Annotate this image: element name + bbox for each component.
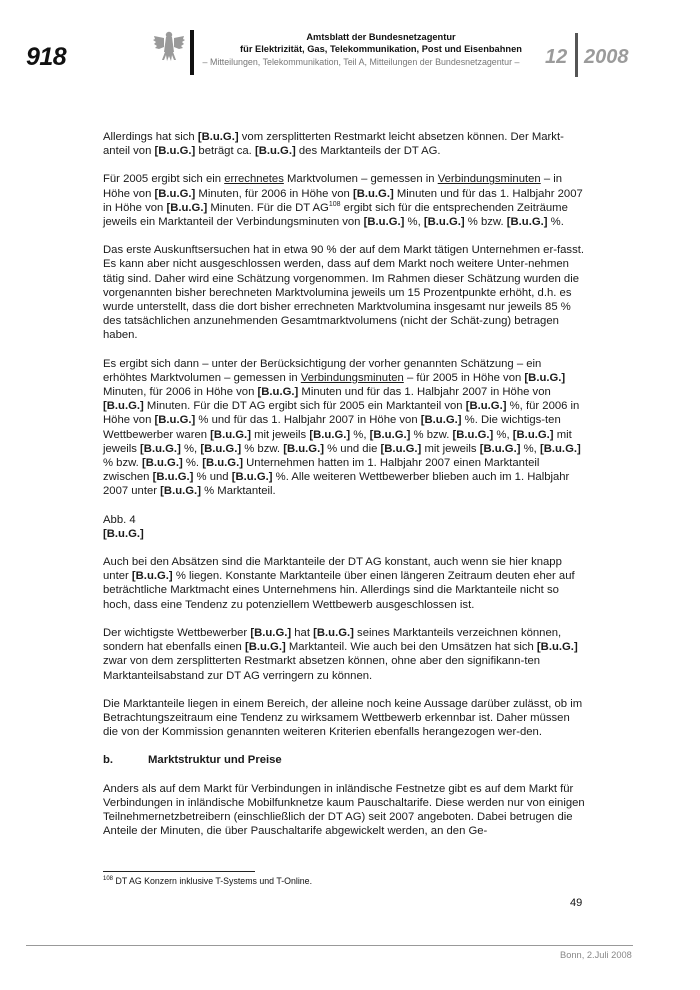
paragraph-8: Anders als auf dem Markt für Verbindungen in inländische Festnetze gibt es auf dem Markt für Verbindungen in inländische Mobilfunknetze kaum Pauschaltarife. Diese werden nur von einigen Teilnehmernetzbetreibern (einschließlich der DT AG) seit 2007 angeboten. Dabei betrugen die Anteile der Minuten, die über Pauschaltarife abgewickelt werden, an den Ge- <box>103 782 585 838</box>
section-title: Marktstruktur und Preise <box>148 754 282 767</box>
footer-date: Bonn, 2.Juli 2008 <box>560 950 632 960</box>
paragraph-3: Das erste Auskunftsersuchen hat in etwa 90 % der auf dem Markt tätigen Unternehmen er-fasst. Es kann aber nicht ausgeschlossen werden, dass auf dem Markt noch weitere Unter-nehmen tätig sind. Daher wird eine Schätzung vorgenommen. Im Rahmen dieser Schätzung wurden die vorgenannten bisher berechneten Marktvolumina jeweils um 15 Prozentpunkte erhöht, d.h. es wurde unterstellt, dass die dort bisher errechneten Marktvolumina insgesamt nur jeweils 85 % des tatsächlichen anzunehmenden Gesamtmarktvolumens (nicht der Schät-zung) betragen haben. <box>103 244 584 342</box>
text: ergibt sich für die entsprechenden Zeiträume jeweils ein Marktanteil der Verbindungsminuten von <box>103 201 568 229</box>
text: % bzw. <box>410 428 453 441</box>
text: Auch bei den Absätzen sind die Marktanteile der DT AG konstant, auch wenn sie hier knapp unter <box>103 556 562 583</box>
redaction: [B.u.G.] <box>257 386 299 399</box>
text: hat <box>291 626 314 639</box>
redaction: [B.u.G.] <box>423 216 465 229</box>
paragraph-6 <box>103 626 586 683</box>
section-heading <box>103 753 586 767</box>
text: Minuten, für 2006 in Höhe von <box>195 187 353 200</box>
text: % bzw. <box>464 216 507 229</box>
redaction: [B.u.G.] <box>420 414 462 427</box>
text: des Marktanteils der DT AG. <box>295 145 441 158</box>
redaction: [B.u.G.] <box>512 428 554 441</box>
text: % Marktanteil. <box>200 485 276 498</box>
paragraph-2 <box>103 172 586 229</box>
header-issue: 12 <box>545 46 568 68</box>
redaction: [B.u.G.] <box>352 187 394 200</box>
header-divider <box>190 30 194 75</box>
underlined-text: Verbindungsminuten <box>300 371 404 384</box>
redaction: [B.u.G.] <box>363 216 405 229</box>
footnote-number: 108 <box>103 876 114 883</box>
redaction: [B.u.G.] <box>250 626 292 639</box>
text: seines Marktanteils verzeichnen können, sondern hat ebenfalls einen <box>103 626 562 654</box>
figure-value <box>103 527 586 541</box>
redaction: [B.u.G.] <box>141 457 183 470</box>
text: %. <box>547 216 564 229</box>
redaction: [B.u.G.] <box>154 145 196 158</box>
redaction: [B.u.G.] <box>309 428 351 441</box>
text: Minuten. Für die DT AG <box>207 201 329 214</box>
header-issue-divider <box>575 33 578 77</box>
redaction: [B.u.G.] <box>103 527 144 540</box>
redaction: [B.u.G.] <box>197 131 239 143</box>
text: % und für das 1. Halbjahr 2007 in Höhe von <box>195 414 421 427</box>
redaction: [B.u.G.] <box>202 457 243 470</box>
section-letter: b. <box>103 754 114 767</box>
header-title <box>230 32 532 55</box>
text: %. Alle weiteren Wettbewerber blieben auch im 1. Halbjahr 2007 unter <box>103 471 570 498</box>
redaction: [B.u.G.] <box>283 442 324 455</box>
text: %, <box>493 428 513 441</box>
text: vom zersplitterten Restmarkt leicht absetzen können. Der Markt-anteil von <box>103 131 564 158</box>
text: %, <box>350 428 370 441</box>
redaction: [B.u.G.] <box>231 471 273 484</box>
text: Marktanteil. Wie auch bei den Umsätzen hat sich <box>285 641 537 654</box>
text: %. Die wichtigs-ten Wettbewerber waren <box>103 414 561 441</box>
text: %, <box>180 442 201 455</box>
redaction: [B.u.G.] <box>244 641 286 654</box>
text: – für 2005 in Höhe von <box>403 371 525 384</box>
redaction: [B.u.G.] <box>369 428 411 441</box>
redaction: [B.u.G.] <box>103 400 144 413</box>
paragraph-4 <box>103 357 586 499</box>
redaction: [B.u.G.] <box>140 442 181 455</box>
text: %, für 2006 in Höhe von <box>103 400 580 427</box>
text: %, <box>520 442 540 455</box>
redaction: [B.u.G.] <box>154 414 196 427</box>
document-body <box>103 130 586 852</box>
text: – in Höhe von <box>103 173 563 200</box>
redaction: [B.u.G.] <box>131 570 173 583</box>
text: %, <box>404 216 424 229</box>
redaction: [B.u.G.] <box>506 216 548 229</box>
redaction: [B.u.G.] <box>154 187 196 200</box>
text: Minuten und für das 1. Halbjahr 2007 in Höhe von <box>103 187 583 214</box>
redaction: [B.u.G.] <box>539 442 581 455</box>
header-page-number: 918 <box>26 43 67 71</box>
redaction: [B.u.G.] <box>536 641 578 654</box>
redaction: [B.u.G.] <box>210 428 251 441</box>
text: Minuten und für das 1. Halbjahr 2007 in Höhe von <box>298 386 551 399</box>
underlined-text: Verbindungsminuten <box>437 173 541 186</box>
footnote-reference[interactable]: 108 <box>328 201 341 209</box>
footnote-divider <box>103 871 255 872</box>
federal-eagle-icon <box>152 30 186 66</box>
text: mit jeweils <box>421 442 480 455</box>
text: Für 2005 ergibt sich ein <box>103 173 225 186</box>
paragraph-7: Die Marktanteile liegen in einem Bereich, der alleine noch keine Aussage darüber zulässt, ob im Betrachtungszeitraum eine Tendenz zu wirksamem Wettbewerb erkennbar ist. Daher müssen die von der Kommission genannten weiteren Kriterien ebenfalls herangezogen wer-den. <box>103 697 583 739</box>
redaction: [B.u.G.] <box>254 145 296 158</box>
text: Allerdings hat sich <box>103 131 198 143</box>
redaction: [B.u.G.] <box>465 400 507 413</box>
header-title-line2: für Elektrizität, Gas, Telekommunikation, Post und Eisenbahnen <box>240 43 522 54</box>
text: Minuten. Für die DT AG ergibt sich für 2005 ein Marktanteil von <box>143 400 466 413</box>
text: Es ergibt sich dann – unter der Berücksichtigung der vorher genannten Schätzung – ein erhöhtes Marktvolumen – gemessen in <box>103 357 542 384</box>
text: Unternehmen hatten im 1. Halbjahr 2007 einen Marktanteil zwischen <box>103 457 540 484</box>
redaction: [B.u.G.] <box>200 442 242 455</box>
figure-label: Abb. 4 <box>103 513 136 526</box>
page-header <box>0 0 700 100</box>
redaction: [B.u.G.] <box>152 471 194 484</box>
text: % und <box>193 471 232 484</box>
redaction: [B.u.G.] <box>160 485 201 498</box>
redaction: [B.u.G.] <box>479 442 521 455</box>
header-title-line1: Amtsblatt der Bundesnetzagentur <box>306 32 456 42</box>
text: mit jeweils <box>250 428 310 441</box>
footer-divider <box>26 945 633 946</box>
paragraph-1 <box>103 130 586 158</box>
text: % bzw. <box>241 442 284 455</box>
text: Minuten, für 2006 in Höhe von <box>103 386 258 399</box>
text: % liegen. Konstante Marktanteile über einen längeren Zeitraum deuten eher auf beträchtliche Marktmacht eines Unternehmens hin. Allerdings sind die Marktanteile nicht so hoch, dass eine Tendenz zu potenziellem Wettbewerb ausgeschlossen ist. <box>103 570 575 611</box>
text: % und die <box>323 442 381 455</box>
redaction: [B.u.G.] <box>313 626 354 639</box>
footnote-text: DT AG Konzern inklusive T-Systems und T-Online. <box>113 876 313 886</box>
paragraph-5 <box>103 555 586 612</box>
redaction: [B.u.G.] <box>524 371 566 384</box>
text: beträgt ca. <box>195 145 255 158</box>
footnote <box>103 876 312 886</box>
text: zwar von dem zersplitterten Restmarkt absetzen können, ohne aber den signifikann-ten Marktanteilsabstand zur DT AG verringern zu können. <box>103 655 541 682</box>
text: Der wichtigste Wettbewerber <box>103 626 251 639</box>
redaction: [B.u.G.] <box>166 201 208 214</box>
header-year: 2008 <box>584 46 629 68</box>
redaction: [B.u.G.] <box>452 428 494 441</box>
redaction: [B.u.G.] <box>380 442 422 455</box>
text: Marktvolumen – gemessen in <box>283 173 438 186</box>
text: mit jeweils <box>103 428 572 455</box>
text: %. <box>182 457 203 470</box>
page-number: 49 <box>570 897 583 909</box>
text: % bzw. <box>103 457 142 470</box>
underlined-text: errechnetes <box>224 173 284 186</box>
header-subtitle: – Mitteilungen, Telekommunikation, Teil A, Mitteilungen der Bundesnetzagentur – <box>202 57 520 67</box>
